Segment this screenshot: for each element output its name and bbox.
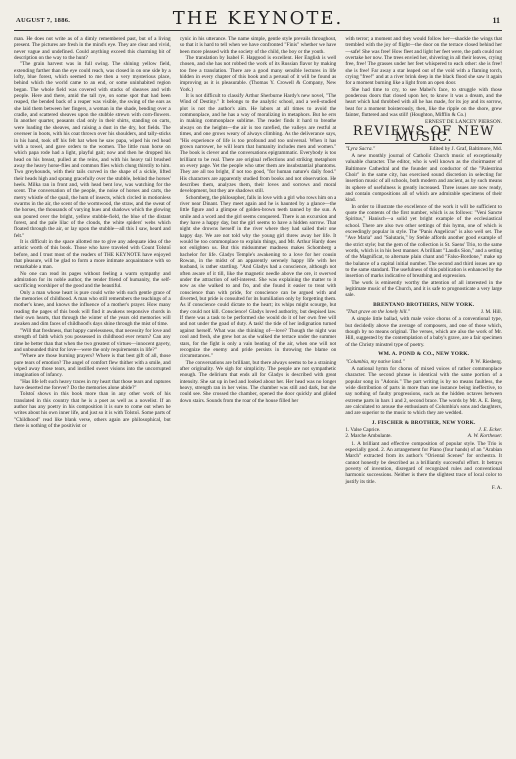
paragraph: In order to illustrate the excellence of the work it will be sufficient to quote the contents of the first number, which is as follows: "Veni Sancte Spiritus," Hanisch—a solid yet bright example of the ecclesiastical school. There are also two other settings of this hymn, one of which is exceedingly popular in style. The "Panis Angelicus" is also well set. The "Ave Maria" and "Salutaris," by Stehle affords another good example of the strict style; but the gem of the collection is St. Saens' Trio, to the same words, which is in his best manner. A brilliant "Laudis Sion," and a setting of the Magnificat, to alternate plain chant and "Falso-Bordone," make up the balance of a capital initial number. The second and third issues are up to the same standard. The usefulness of this publication is enhanced by the insertion of marks indicative of breathing and expression. [345,203,503,280]
paragraph: with terror; a moment and they would follow her—shackle the wings that trembled with the joy of flight—the door on the terrace closed behind her—safe! She was free! How fleet and light her feet were, the path could not overtake her now. The trees envied her, shivering in all their leaves, crying free, free! The grasses under her feet whispered to each other: she is free! she is free! Far away a star leaped out of the void with a flaming torch, crying "free!" and at a river brink deep in the black flood she saw it again for a moment burning like a light from an open door. [345,36,503,87]
piece-title: "Columbia, my native land." [345,358,405,365]
paragraph: It is difficult in the space allotted me to give any adequate idea of the artistic worth of this book. Those who have traveled with Count Tolstoï before, and I trust most of the readers of THE KEYNOTE have enjoyed that pleasure, will be glad to form a more intimate acquaintance with so remarkable a man. [14,239,171,271]
reviewer-initials: F. A. [491,484,503,491]
paragraph: A national hymn for chorus of mixed voices of rather commonplace character. The second phrase is identical with the same portion of a popular song in "Adonis." The part writing is by no means faultless, the wide distribution of parts in more than one instance being ineffective, to say nothing of faulty progressions, such as the hidden octaves between extreme parts in bars 1 and 2, second brace. The words by Mr. A. E. Berg, are calculated to arouse the enthusiasm of Columbia's sons and daughters, and are superior to the music to which they are wedded. [345,365,503,417]
column-3 [345,36,502,754]
page-number: 11 [492,16,500,25]
columns [14,36,502,754]
paragraph: A simple little ballad, with male voice chorus of a conventional type, but decidedly above the average of composers, and one of those which, though by no means original. The verses, which are also the work of Mr. Hill, suggested by the contemplation of a baby's grave, are a fair specimen of the Christy minstrel type of poetry. [345,316,503,348]
paragraph: "Will that freshness, that happy carelessness, that necessity for love and strength of faith which you possessed in childhood ever return? Can any time be better than that when the two greatest of virtues—innocent gayety, and unbounded thirst for love—were the only requirements in life?" [14,327,171,353]
column-1 [14,36,171,754]
section-title: REVIEWS OF NEW MUSIC. [345,129,502,144]
publisher-heading: BRENTANO BROTHERS, NEW YORK. [373,301,475,308]
piece-title: "That grave on the lonely hill." [345,309,410,316]
paragraph: Tolstoï shows in this book more than in any other work of his translated in this country that he is a poet as well as a novelist. If an author has any poetry in his composition it is sure to come out when he writes about his own inner life, and just so it is with Tolstoï. Some parts of "Childhood" read like blank verse, others again are philosophical, but there is nothing of the positivist or [14,391,171,429]
review-title: "Lyra Sacra." [345,145,376,152]
column-2 [180,36,337,754]
paragraph: man. He does not write as of a dimly remembered past, but of a living present. The pictures are fresh in the mind's eye. They are clear and vivid, never vague and undefined. Could anything exceed this charming bit of description on the way to the hunt? [14,36,171,62]
piece-title: 1. Valse Caprice. [345,426,381,433]
review-meta: Edited by J. Graf, Baltimore, Md. [429,145,503,152]
paragraph: "Where are those burning prayers? Where is that best gift of all, those pure tears of emotion? The angel of comfort flew thither with a smile, and wiped away those tears, and instilled sweet visions into the uncorrupted imagination of infancy. [14,353,171,379]
paragraph: cynic in his utterance. The name simple, gentle style prevails throughout, so that it is hard to tell when we have confronted "Finis" whether we have been more pleased with the society of the child, the boy or the youth. [179,36,337,55]
review-heading [345,146,502,152]
paragraph: The translation by Isabel F. Hapgood is excellent. Her English is well chosen, and she has not robbed the work of its Russian flavor by making too free a translation. There are a good many sensible lectures in life hidden in every chapter of this book and a perusal of it will be found as improving as it is pleasurable. (Thomas Y. Crowell & Company, New York.) [179,55,337,93]
publisher-heading: J. FISCHER & BROTHER, NEW YORK. [371,419,476,426]
author-signature: ERNEST DE LANCEY PIERSON. [425,119,503,126]
list-item [345,433,502,439]
paragraph: She had time to cry, to see Mabel's face, to struggle with those ponderous doors that closed upon her, to know it was a dream, and the heart which had throbbed with all he has made, for its joy and its sorrow, beat for a moment boisterously, then, like the ripple on the shore, grew fainter, fluttered and was still! (Houghton, Mifflin & Co.) [345,86,503,119]
paragraph: A new monthly journal of Catholic Church music of exceptionally valuable character. The editor, who is well known as the choirmaster of Baltimore Cathedral and the founder and conductor of the "Palestrina Choir" in the same city, has exercised sound discretion in selecting for insertion music of all schools, both modern and ancient, as by such means its sphere of usefulness is greatly increased. Three issues are now ready, and contain compositions all of which are admirable specimens of their kind. [345,152,503,204]
paragraph: No one can read its pages without feeling a warm sympathy and admiration for its noble author, the tender friend of humanity, the self-sacrificing worshiper of the good and the beautiful. [14,270,171,290]
piece-heading [345,309,502,315]
paragraph: Schomberg, the philosopher, falls in love with a girl who rows him on a river near Dinant. They meet again and he is haunted by a glance—the little figure and a glimpse of golden-brown teeth tanned by the sun. A smile and a word and the girl seems conquered. There is an excursion and they have a happy day, but the girl seems to have a hidden sorrow. That night she drowns herself in the river where they had sailed their one happy day. We are not told why the young girl threw away her life. It would be too commonplace to explain things, and Mr. Arthur Hardy does not enlighten us. But this midsummer madness makes Schomberg a bachelor for life. Gladys Temple's awakening to a love for her cousin Rowan, in the midst of an apparently serenely happy life with her husband, is rather startling. "And Gladys had a conscience, although not often aware of it till, like the magnetic needle above the ore, it swerved under the attraction of self-interest. She was explaining the matter to it now as she walked to and fro, and she found it easier to treat with conscience than with pride, for conscience can be argued with and diverted, but pride is consulted for its humiliation only by forgetting them. As if conscience could dictate to the heart; its whips might scourge, but they could not kill. Conscience! Gladys loved authority, but despised law. If there was a task to be performed she would do it of her own free will and not under the goad of duty. A task! the tide of her indignation turned against herself. What was she thinking of—love? Though the night was cool and fresh, she grew hot as she walked the terrace under the summer stars, for the fight is only a vain beating of the air, when one will not recognize the enemy and pride persists in throwing the blame on circumstances." [179,194,337,360]
piece-composer: J. E. Ecker. [478,426,503,433]
paragraph: The conversations are brilliant, but there always seems to be a straining after originality. We sigh for simplicity. The people are not sympathetic enough. The delirium that ends all for Gladys is described with great intensity. She sat up in bed and looked about her. Her head was no longer heavy, strength ran in her veins. The chamber was still and dark, but she could see. She crossed the chamber, opened the door quickly and glided down stairs. Sounds from the roar of the house filled her [179,359,337,404]
piece-composer: A. W. Kortheuer. [467,433,503,440]
paragraph: Only a man whose heart is pure could write with such gentle grace of the memories of childhood. A man who still remembers the teachings of a mother's knee, and knows the influence of a mother's prayer. How many reading the pages of this book will find it awakens responsive chords in their own hearts, that through the winter of the years old memories will awaken and dim faces of childhood's days shine through the mist of time. [14,289,171,328]
piece-heading [345,359,502,365]
piece-title: 2. Marche Ambulante. [345,433,392,440]
masthead [14,8,502,31]
piece-composer: P. W. Riesberg. [470,358,503,365]
piece-composer: J. M. Hill. [480,309,503,316]
publisher-heading: WM. A. POND & CO., NEW YORK. [378,351,470,358]
paragraph: The work is eminently worthy the attention of all interested in the legitimate music of the Church, and it is safe to prognosticate a very large sale. [345,279,503,299]
paragraph: "Has life left such heavy traces in my heart that those tears and raptures have deserted me forever? Do the memories alone abide?" [14,378,171,391]
issue-date: AUGUST 7, 1886. [16,17,71,24]
publication-title: THE KEYNOTE. [172,8,344,29]
paragraph: 1. A brilliant and effective composition of popular style. The Trio is especially good. 2. An arrangement for Piano (four hands) of an "Arabian March" extracted from its author's "Oriental Scenes" for orchestra. It cannot honestly be described as a brilliantly successful effort. It betrays poverty of invention, disregard of recognized rules and conventional harmonic successions. Neither is there the slightest trace of local color to justify its title. [345,440,503,485]
piece-list [345,427,502,440]
paragraph: It is not difficult to classify Arthur Sherburne Hardy's new novel, "The Wind of Destiny." It belongs to the analytic school, and a well-studied plot is not the author's aim. He labors at all times to avoid the commonplace, and he has a way of moralizing in metaphors. But he errs in making commonplace sublime. The reader finds it hard to breathe always on the heights—the air is too rarefied, the valleys are restful at times, and one grows weary of always climbing. As the deliverance says, "His experience of life is too profound and too universal. When it has grown narrower, he will learn that humanity includes men and women." The book is clever and the conversations epigrammatic. Everybody is too brilliant to be real. There are original reflections and striking metaphors on every page. Yet the people who utter them are insubstantial phantoms. They are all too bright, if not too good, "for human nature's daily food." His characters are apparently studied from books and not observation. He describes them, analyzes them, their loves and sorrows and moral development, but they are shadows still. [179,93,337,195]
paragraph: "The grain harvest was in full swing. The shining yellow field, extending farther than the eye could reach, was closed in on one side by a lofty, blue forest, which seemed to me then a very mysterious place, behind which the world came to an end, or some uninhabited region began. The whole field was covered with stacks of sheaves and with people. Here and there, amid the tall rye, on some spot that had been reaped, the bended back of a reaper was visible, the swing of the ears as she laid them between her fingers, a woman in the shade, bending over a cradle, and scattered sheaves upon the stubble strewn with corn-flowers. In another quarter, peasants clad only in their shirts, standing on carts, were loading the sheaves, and raising a dust in the dry, hot fields. The overseer in boots, with his coat thrown over his shoulders, and tally-sticks in his hand, took off his felt hat when he saw papa, wiped his red head with a towel, and gave orders to the women. The little roan horse on which papa rode had a light, playful gait; now and then he dropped his head on his breast, pulled at the reins, and with his heavy tail brushed away the heavy horse-flies and common flies which clung thirstily to him. Two greyhounds, with their tails curved in the shape of a sickle, lifted their heads high and sprang gracefully over the stubble, behind the horses' heels. Milka ran in front and, with head bent low, was watching for the scent. The conversation of the people, the noise of horses and carts, the merry whistle of the quail, the hum of insects, which circled in motionless swarms in the air, the scent of the wormwood, the straw, and the sweat of the horses, the thousands of varying hues and shadows which the glowing sun poured over the bright, yellow stubble-field, the blue of the distant forest, and the pale lilac of the clouds, the white spiders' webs which floated through the air, or lay upon the stubble—all this I saw, heard and felt." [14,61,171,239]
